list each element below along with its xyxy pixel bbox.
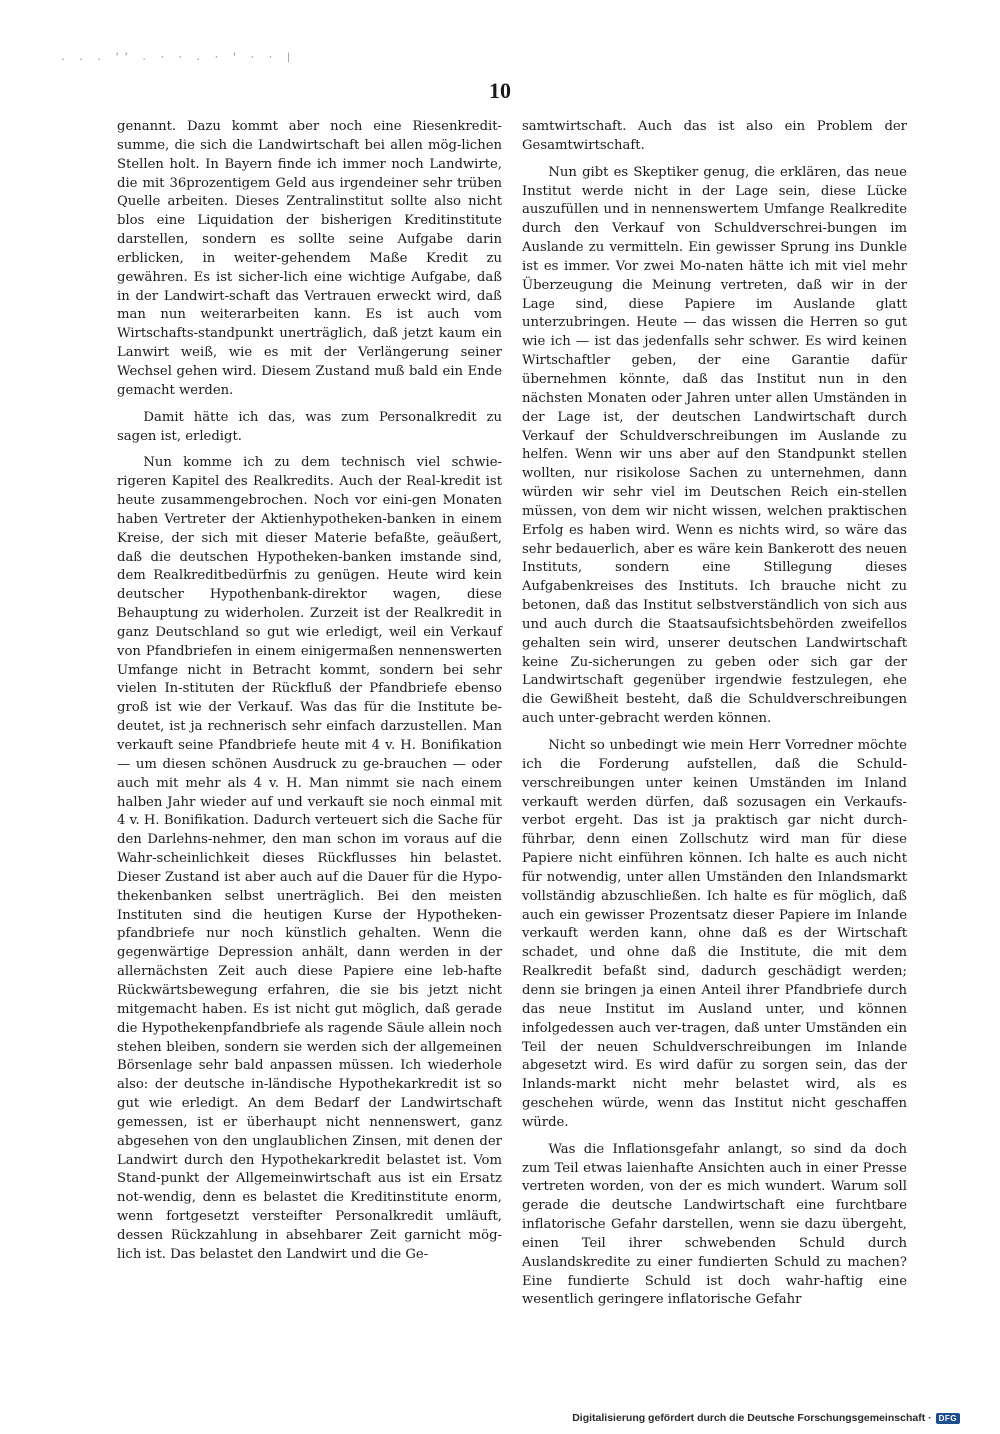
scan-marks: . . . ‘’ . · · . · ‘ · · | [60,52,295,63]
footer-credit: Digitalisierung gefördert durch die Deutsche Forschungsgemeinschaft · [572,1412,932,1424]
paragraph: samtwirtschaft. Auch das ist also ein Problem der Gesamtwirtschaft. [522,119,907,153]
paragraph: Damit hätte ich das, was zum Personalkredit zu sagen ist, erledigt. [117,409,502,444]
right-column [522,118,907,1310]
paragraph: genannt. Dazu kommt aber noch eine Riesenkredit-summe, die sich die Landwirtschaft bei allen mög-lichen Stellen holt. In Bayern finde ich immer noch Landwirte, die mit 36prozentigem Geld aus irgendeiner sehr trüben Quelle arbeiten. Dieses Zentralinstitut sollte also nicht blos eine Liquidation der bisherigen Kreditinstitute darstellen, sondern es sollte seine Aufgabe darin erblicken, in weiter-gehendem Maße Kredit zu gewähren. Es ist sicher-lich eine wichtige Aufgabe, daß in der Landwirt-schaft das Vertrauen erweckt wird, daß man nun weiterarbeiten kann. Es ist auch vom Wirtschafts-standpunkt unerträglich, daß jetzt kaum ein Lanwirt weiß, wie es mit der Verlängerung seiner Wechsel gehen wird. Diesem Zustand muß bald ein Ende gemacht werden. [117,119,502,398]
left-column [117,118,502,1265]
paragraph: Nicht so unbedingt wie mein Herr Vorredner möchte ich die Forderung aufstellen, daß die Schuld-verschreibungen unter keinen Umständen im Inland verkauft werden dürfen, daß sozusagen ein Verkaufs-verbot ergeht. Das ist ja praktisch gar nicht durch-führbar, denn einen Zollschutz wird man für diese Papiere nicht einführen können. Ich halte es auch nicht für notwendig, unter allen Umständen den Inlandsmarkt vollständig abzuschließen. Ich halte es für möglich, daß auch ein gewisser Prozentsatz dieser Papiere im Inlande verkauft werden kann, ohne daß es der Wirtschaft schadet, und ohne daß die Institute, die mit dem Realkredit befaßt sind, dadurch geschädigt werden; denn sie bringen ja einen Anteil ihrer Pfandbriefe durch das neue Institut im Ausland unter, und können infolgedessen auch ver-tragen, daß unter Umständen ein Teil der neuen Schuldverschreibungen im Inlande abgesetzt wird. Es wird dafür zu sorgen sein, das der Inlands-markt nicht mehr belastet wird, als es geschehen würde, wenn das Institut nicht geschaffen würde. [522,738,907,1130]
dfg-logo-icon: DFG [936,1413,960,1424]
paragraph: Nun komme ich zu dem technisch viel schwie-rigeren Kapitel des Realkredits. Auch der Real-kredit ist heute zusammengebrochen. Noch vor eini-gen Monaten haben Vertreter der Aktienhypotheken-banken in einem Kreise, der sich mit dieser Materie befaßte, geäußert, daß die deutschen Hypotheken-banken imstande sind, dem Realkreditbedürfnis zu genügen. Heute wird kein deutscher Hypothenbank-direktor wagen, diese Behauptung zu widerholen. Zurzeit ist der Realkredit in ganz Deutschland so gut wie erledigt, weil ein Verkauf von Pfandbriefen in einem einigermaßen nennenswerten Umfange nicht in Betracht kommt, sondern bei sehr vielen In-stituten der Rückfluß der Pfandbriefe ebenso groß ist wie der Verkauf. Was das für die Institute be-deutet, ist ja rechnerisch sehr einfach darzustellen. Man verkauft seine Pfandbriefe heute mit 4 v. H. Bonifikation — um diesen schönen Ausdruck zu ge-brauchen — oder auch mit mehr als 4 v. H. Man nimmt sie nach einem halben Jahr wieder auf und verkauft sie noch einmal mit 4 v. H. Bonifikation. Dadurch verteuert sich die Sache für den Darlehns-nehmer, den man schon im voraus auf die Wahr-scheinlichkeit dieses Rückflusses hin belastet. Dieser Zustand ist aber auch auf die Dauer für die Hypo-thekenbanken selbst unerträglich. Bei den meisten Instituten sind die heutigen Kurse der Hypotheken-pfandbriefe nur noch künstlich gehalten. Wenn die gegenwärtige Depression anhält, dann werden in der allernächsten Zeit auch diese Papiere eine leb-hafte Rückwärtsbewegung erfahren, die sie bis jetzt nicht mitgemacht haben. Es ist nicht gut möglich, daß gerade die Hypothekenpfandbriefe als ragende Säule allein noch stehen bleiben, sondern sie werden sich der allgemeinen Börsenlage sehr bald anpassen müssen. Ich wiederhole also: der deutsche in-ländische Hypothekarkredit ist so gut wie erledigt. An dem Bedarf der Landwirtschaft gemessen, ist er überhaupt nicht nennenswert, ganz abgesehen von den unglaublichen Zinsen, mit denen der Landwirt durch den Hypothekarkredit belastet ist. Vom Stand-punkt der Allgemeinwirtschaft aus ist ein Ersatz not-wendig, denn es belastet die Kreditinstitute enorm, wenn fortgesetzt versteifter Personalkredit umläuft, dessen Rückzahlung in absehbarer Zeit garnicht mög-lich ist. Das belastet den Landwirt und die Ge- [117,455,502,1262]
page-number: 10 [489,78,511,103]
paragraph: Nun gibt es Skeptiker genug, die erklären, das neue Institut werde nicht in der Lage sein, diese Lücke auszufüllen und in nennenswertem Umfange Realkredite durch den Verkauf von Schuldverschrei-bungen im Auslande zu vermitteln. Ein gewisser Sprung ins Dunkle ist es immer. Vor zwei Mo-naten hätte ich mit viel mehr Überzeugung die Meinung vertreten, daß wir in der Lage sind, diese Papiere im Auslande glatt unterzubringen. Heute — das wissen die Herren so gut wie ich — ist das jedenfalls sehr schwer. Es wird keinen Wirtschaftler geben, der eine Garantie dafür übernehmen könnte, daß das Institut nun in den nächsten Monaten oder Jahren unter allen Umständen in der Lage ist, der deutschen Landwirtschaft durch Verkauf der Schuldverschreibungen im Auslande zu helfen. Wenn wir uns aber auf den Standpunkt stellen wollten, nur risikolose Sachen zu unternehmen, dann würden wir sehr viel im Deutschen Reich ein-stellen müssen, von dem wir nicht wissen, welchen praktischen Erfolg es haben wird. Wenn es nichts wird, so wäre das sehr bedauerlich, aber es wäre kein Bankerott des neuen Instituts, sondern eine Stillegung dieses Aufgabenkreises des Instituts. Ich brauche nicht zu betonen, daß das Institut selbstverständlich von sich aus und auch durch die Staatsaufsichtsbehörden zweifellos gehalten sein wird, unserer deutschen Landwirtschaft keine Zu-sicherungen zu geben oder sich gar der Landwirtschaft gegenüber irgendwie festzulegen, ehe die Gewißheit besteht, daß die Schuldverschreibungen auch unter-gebracht werden können. [522,164,907,727]
paragraph: Was die Inflationsgefahr anlangt, so sind da doch zum Teil etwas laienhafte Ansichten auch in einer Presse vertreten worden, von der es mich wundert. Warum soll gerade die deutsche Landwirtschaft eine furchtbare inflatorische Gefahr darstellen, wenn sie dazu übergeht, einen Teil ihrer schwebenden Schuld durch Auslandskredite zu einer fundierten Schuld zu machen? Eine fundierte Schuld ist doch wahr-haftig eine wesentlich geringere inflatorische Gefahr [522,1141,907,1308]
footer [572,1412,960,1424]
